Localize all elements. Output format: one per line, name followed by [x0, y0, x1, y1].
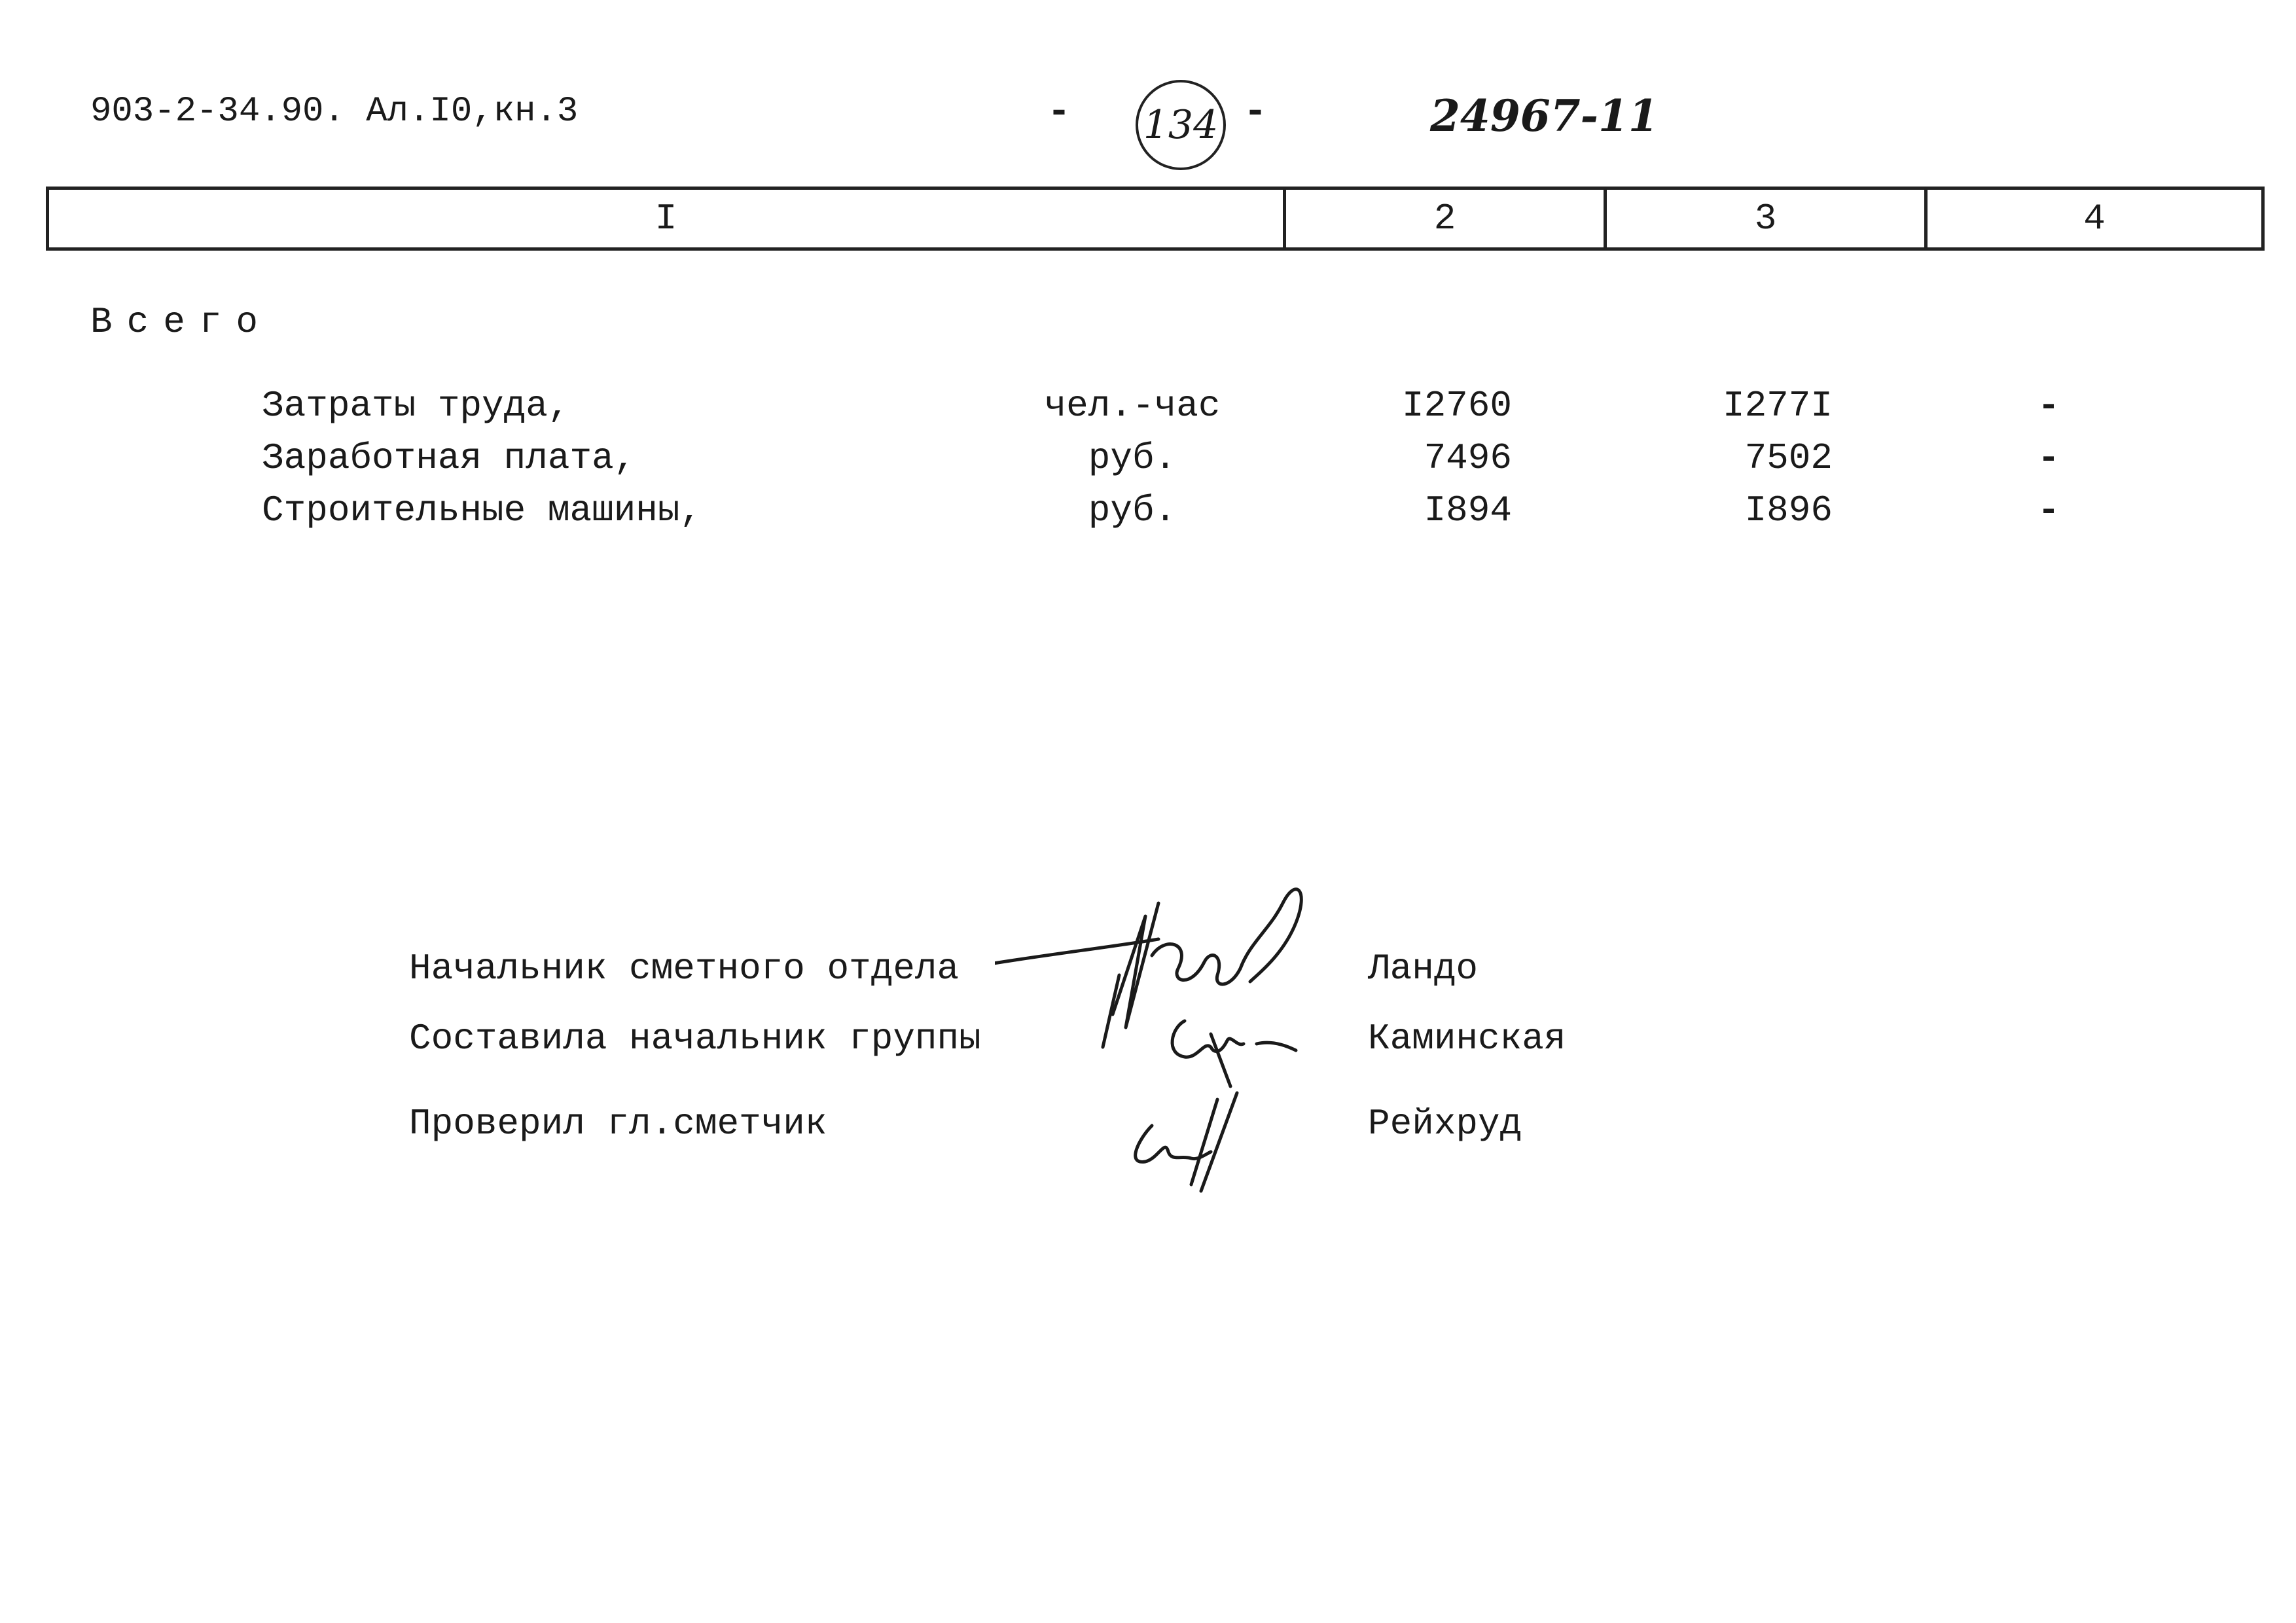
column-header-1: I — [49, 190, 1286, 247]
row-col4-machines: - — [2037, 490, 2060, 531]
row-col3-labor: I277I — [1722, 385, 1833, 427]
signature-stroke — [1113, 903, 1158, 1027]
page-number: 134 — [1136, 80, 1226, 170]
row-col2-labor: I2760 — [1401, 385, 1512, 427]
row-unit-machines: руб. — [1088, 490, 1177, 531]
signature-name-head: Ландо — [1368, 948, 1479, 990]
column-header-table — [46, 187, 2265, 251]
signature-stroke — [995, 939, 1158, 975]
signature-stroke — [1152, 889, 1301, 984]
handwritten-signatures — [995, 877, 1361, 1204]
column-header-4: 4 — [2083, 198, 2106, 240]
page-dash-right: - — [1244, 90, 1268, 135]
row-label-wages: Заработная плата, — [262, 437, 636, 479]
column-header-3: 3 — [1607, 190, 1928, 247]
signature-name-checker: Рейхруд — [1368, 1103, 1522, 1145]
row-unit-wages: руб. — [1088, 437, 1177, 479]
signature-role-checker: Проверил гл.сметчик — [409, 1103, 827, 1145]
row-col3-wages: 7502 — [1744, 437, 1833, 479]
archive-number: 24967-11 — [1430, 90, 1659, 141]
row-label-machines: Строительные машины, — [262, 490, 702, 531]
row-label-labor: Затраты труда, — [262, 385, 570, 427]
row-col2-wages: 7496 — [1424, 437, 1512, 479]
column-header-2: 2 — [1286, 190, 1607, 247]
signature-stroke — [1103, 975, 1119, 1047]
row-col3-machines: I896 — [1744, 490, 1833, 531]
signature-stroke — [1257, 1043, 1296, 1050]
document-code: 903-2-34.90. Ал.I0,кн.3 — [90, 92, 579, 132]
signature-role-compiler: Составила начальник группы — [409, 1018, 981, 1060]
page-dash-left: - — [1047, 90, 1071, 135]
row-col4-wages: - — [2037, 437, 2060, 479]
row-col4-labor: - — [2037, 385, 2060, 427]
signature-stroke — [1191, 1099, 1217, 1185]
totals-heading: Всего — [90, 301, 273, 343]
row-unit-labor: чел.-час — [1044, 385, 1221, 427]
signature-role-head: Начальник сметного отдела — [409, 948, 960, 990]
row-col2-machines: I894 — [1424, 490, 1512, 531]
signature-stroke — [1201, 1093, 1237, 1191]
signature-name-compiler: Каминская — [1368, 1018, 1566, 1060]
signature-stroke — [1172, 1021, 1244, 1057]
